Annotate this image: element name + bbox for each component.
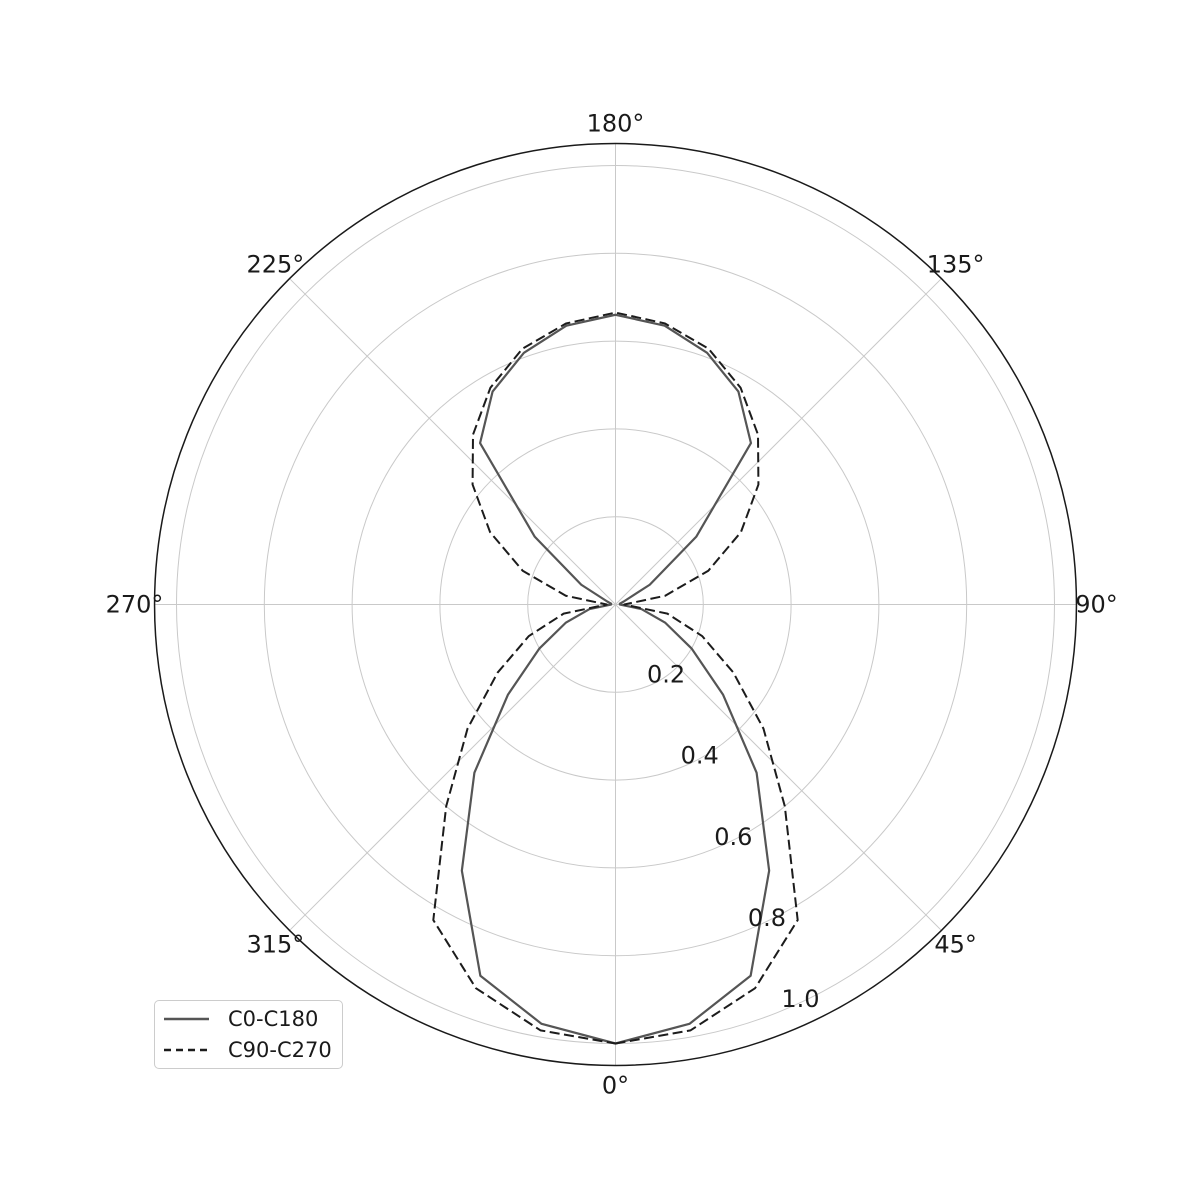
angle-tick-label: 135° <box>926 250 985 279</box>
angular-gridline <box>616 279 942 605</box>
angular-gridline <box>616 605 942 931</box>
radial-tick-label: 0.4 <box>680 741 719 770</box>
angle-tick-label: 0° <box>601 1071 630 1100</box>
legend-solid-line-icon <box>164 1014 209 1024</box>
angle-tick-label: 270° <box>105 590 164 619</box>
radial-tick-label: 0.2 <box>647 660 686 689</box>
angle-tick-label: 45° <box>934 930 977 959</box>
angular-gridline <box>290 279 616 605</box>
legend-item-c0-c180 <box>164 1004 342 1035</box>
legend-label-c90-c270: C90-C270 <box>228 1037 332 1062</box>
angle-tick-label: 225° <box>246 250 305 279</box>
legend-dashed-line-icon <box>164 1045 209 1055</box>
radial-tick-label: 0.6 <box>714 822 753 851</box>
angle-tick-label: 180° <box>586 109 645 138</box>
angular-gridline <box>290 605 616 931</box>
radial-tick-label: 0.8 <box>747 903 786 932</box>
radial-tick-label: 1.0 <box>781 985 820 1014</box>
legend-label-c0-c180: C0-C180 <box>228 1006 319 1031</box>
angle-tick-label: 90° <box>1075 590 1118 619</box>
angle-tick-label: 315° <box>246 930 305 959</box>
legend <box>154 1000 343 1069</box>
legend-item-c90-c270 <box>164 1035 342 1066</box>
